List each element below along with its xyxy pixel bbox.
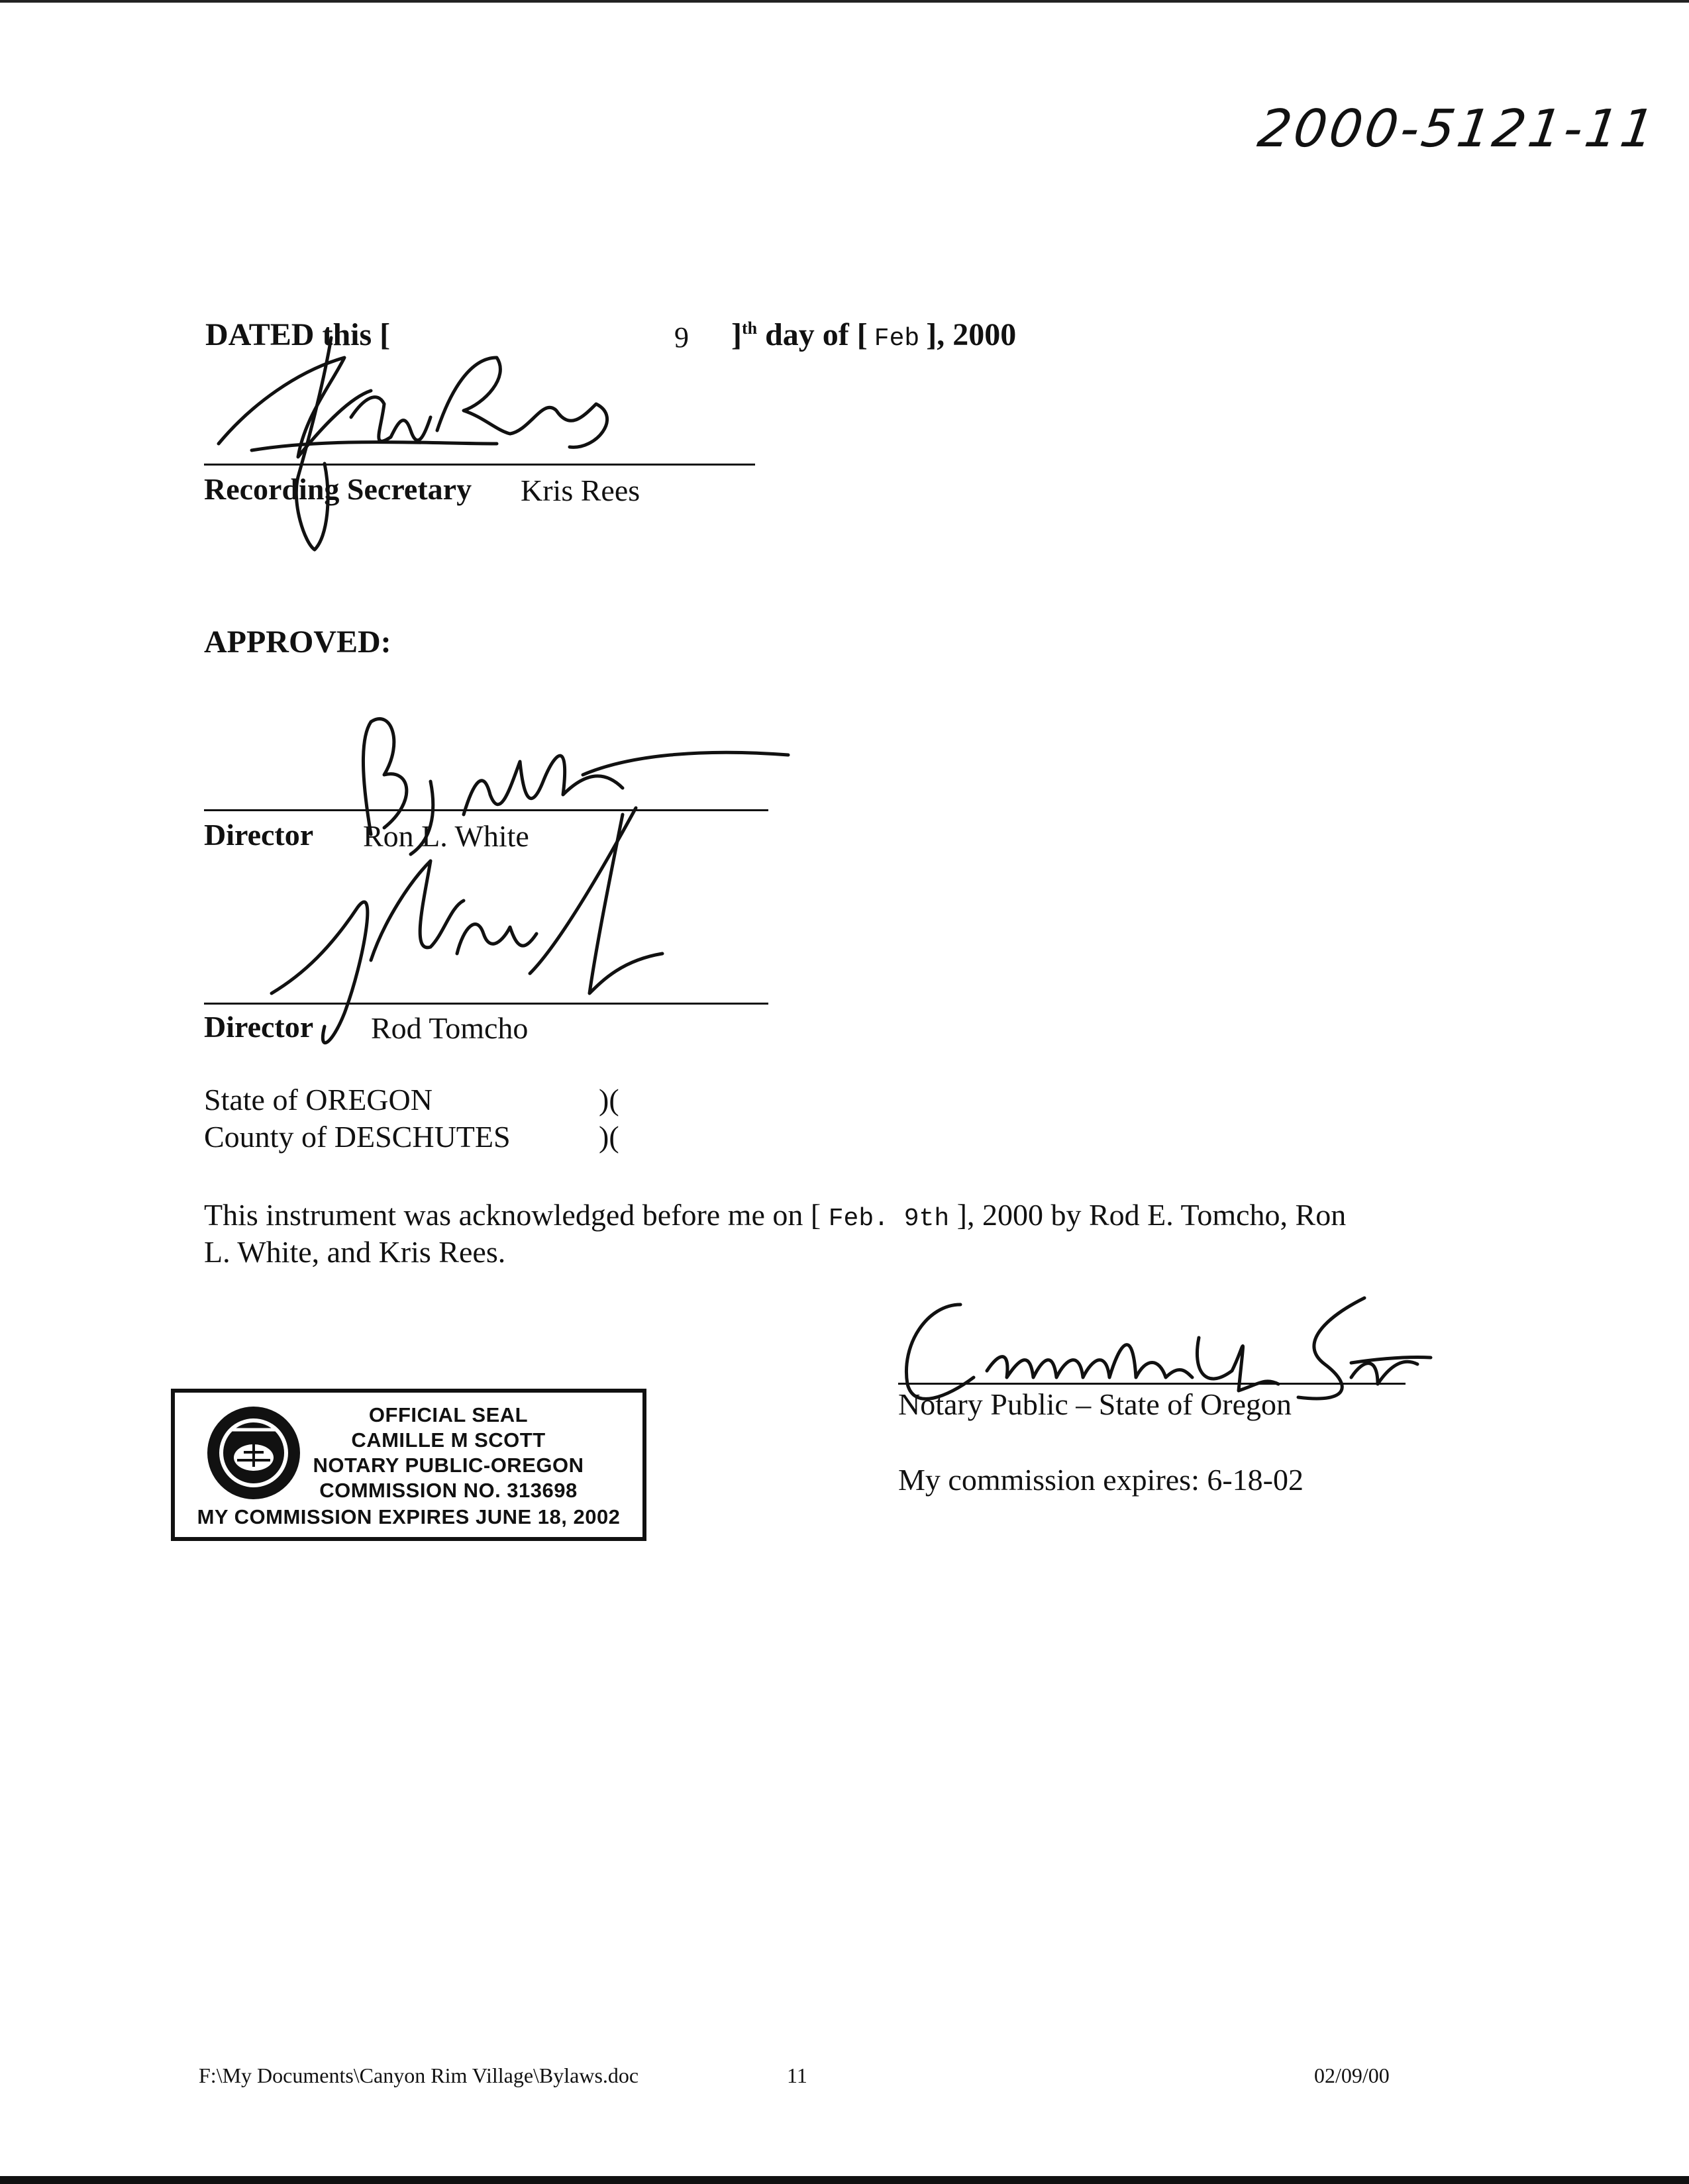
official-seal-stamp	[171, 1389, 646, 1541]
footer-page-number: 11	[787, 2063, 807, 2087]
dated-day-close-bracket: ]	[731, 317, 742, 352]
notary-signature-line	[898, 1383, 1406, 1385]
page-bottom-edge	[0, 2176, 1689, 2184]
venue-county: County of DESCHUTES	[204, 1120, 511, 1154]
seal-line-5: MY COMMISSION EXPIRES JUNE 18, 2002	[197, 1505, 621, 1528]
acknowledgment-after: ], 2000 by Rod E. Tomcho, Ron	[949, 1198, 1347, 1232]
approved-label: APPROVED:	[204, 624, 391, 660]
acknowledgment-before: This instrument was acknowledged before me on [	[204, 1198, 829, 1232]
acknowledgment-date: Feb. 9th	[828, 1205, 950, 1233]
dated-month: Feb	[874, 324, 920, 353]
dated-month-open: [	[856, 317, 868, 352]
venue-state: State of OREGON	[204, 1083, 433, 1117]
director2-signature-line	[204, 1003, 768, 1005]
seal-line-1: OFFICIAL SEAL	[368, 1403, 529, 1426]
dated-day-ordinal: th	[741, 319, 758, 338]
notary-title: Notary Public – State of Oregon	[898, 1387, 1292, 1421]
secretary-name: Kris Rees	[521, 473, 640, 507]
document-number: 2000-5121-11	[1254, 99, 1661, 159]
dated-day-of: day of	[757, 317, 857, 352]
venue-state-mark: )(	[599, 1083, 619, 1117]
notary-commission-expires: My commission expires: 6-18-02	[898, 1463, 1304, 1497]
director1-name: Ron L. White	[363, 819, 529, 853]
signature-kris-rees	[199, 318, 662, 556]
footer-file-path: F:\My Documents\Canyon Rim Village\Bylaws.doc	[199, 2063, 639, 2087]
dated-label: DATED this [	[205, 317, 391, 352]
director1-title: Director	[204, 818, 314, 852]
secretary-title: Recording Secretary	[204, 472, 472, 506]
dated-month-close: ], 2000	[926, 317, 1017, 352]
seal-line-4: COMMISSION NO. 313698	[319, 1479, 578, 1502]
dated-day-suffix	[731, 317, 1016, 353]
seal-line-2: CAMILLE M SCOTT	[351, 1428, 546, 1452]
footer-date: 02/09/00	[1314, 2063, 1390, 2087]
acknowledgment-line2: L. White, and Kris Rees.	[204, 1235, 506, 1269]
page-top-edge	[0, 0, 1689, 3]
acknowledgment-line1	[204, 1197, 1346, 1233]
venue-county-mark: )(	[599, 1120, 619, 1154]
seal-line-3: NOTARY PUBLIC-OREGON	[313, 1454, 584, 1477]
dated-day: 9	[674, 321, 689, 354]
secretary-signature-line	[204, 464, 755, 466]
director2-title: Director	[204, 1010, 314, 1044]
director2-name: Rod Tomcho	[371, 1011, 529, 1045]
